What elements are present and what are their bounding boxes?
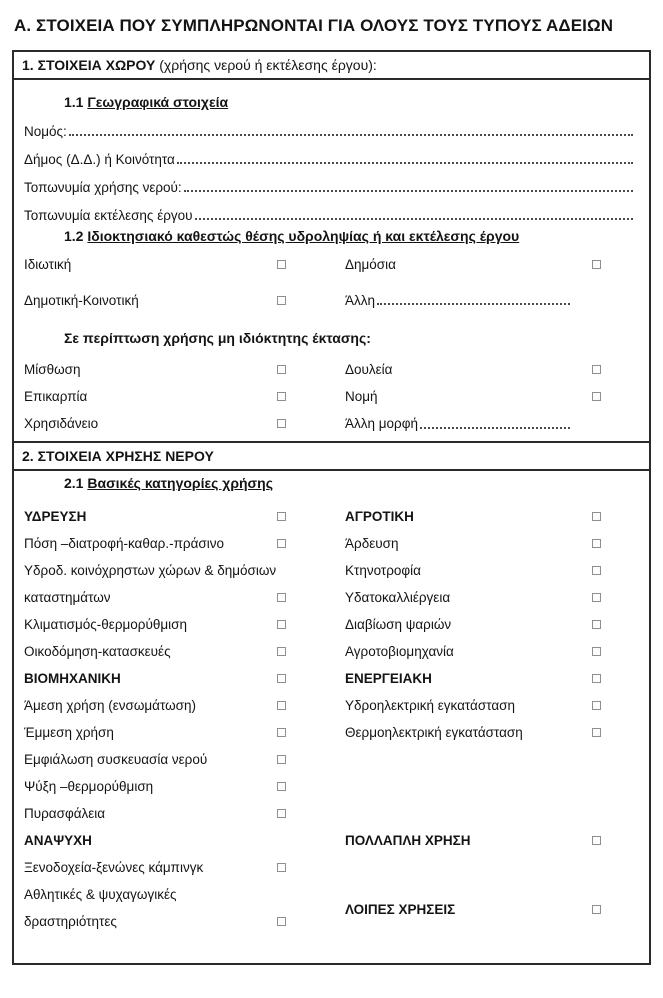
usage-row-posi-ardefsi xyxy=(24,530,639,557)
usage-row-emfialosi xyxy=(24,746,639,773)
drastiriotites-label: δραστηριότητες xyxy=(24,914,117,929)
katastimaton-label: καταστημάτων xyxy=(24,590,111,605)
toponymia-ergou-label: Τοπωνυμία εκτέλεσης έργου xyxy=(24,208,193,223)
checkbox-drastiriotites[interactable] xyxy=(277,917,286,926)
field-row-nomos xyxy=(24,112,639,140)
ydrod-koinoxriston-label: Υδροδ. κοινόχρηστων χώρων & δημόσιων xyxy=(24,563,277,578)
page-title: Α. ΣΤΟΙΧΕΙΑ ΠΟΥ ΣΥΜΠΛΗΡΩΝΟΝΤΑΙ ΓΙΑ ΟΛΟΥΣ ΤΟΥΣ ΤΥΠΟΥΣ ΑΔΕΙΩΝ xyxy=(14,16,614,35)
checkbox-amesi-xrisi[interactable] xyxy=(277,701,286,710)
checkbox-ardefsi[interactable] xyxy=(592,539,601,548)
alli-morfi-label: Άλλη μορφή xyxy=(345,416,418,431)
toponymia-xrisis-label: Τοπωνυμία χρήσης νερού: xyxy=(24,180,182,195)
section1-body xyxy=(14,92,649,441)
subsection-1-2-number: 1.2 xyxy=(64,228,84,244)
ownership-row xyxy=(24,282,639,318)
idiotiki-label: Ιδιωτική xyxy=(24,256,72,272)
checkbox-emfialosi[interactable] xyxy=(277,755,286,764)
checkbox-psyxi[interactable] xyxy=(277,782,286,791)
section1-header xyxy=(14,52,649,80)
dimos-input[interactable] xyxy=(177,152,633,164)
checkbox-dimotiki-koinotiki[interactable] xyxy=(277,296,286,305)
usage-row-ydrod-ktinotrofia xyxy=(24,557,639,584)
alli-label: Άλλη xyxy=(345,292,376,308)
ydroilektriki-label: Υδροηλεκτρική εγκατάσταση xyxy=(345,698,515,713)
toponymia-xrisis-input[interactable] xyxy=(184,180,633,192)
checkbox-xenodoxeia[interactable] xyxy=(277,863,286,872)
checkbox-pyrasfaleia[interactable] xyxy=(277,809,286,818)
amesi-xrisi-label: Άμεση χρήση (ενσωμάτωση) xyxy=(24,698,196,713)
energeiaki-label: ΕΝΕΡΓΕΙΑΚΗ xyxy=(345,671,432,686)
section1-header-number-title: 1. ΣΤΟΙΧΕΙΑ ΧΩΡΟΥ xyxy=(22,57,156,73)
oikodomisi-label: Οικοδόμηση-κατασκευές xyxy=(24,644,171,659)
psyxi-label: Ψύξη –θερμορύθμιση xyxy=(24,779,154,794)
checkbox-posi[interactable] xyxy=(277,539,286,548)
checkbox-ydroilektriki[interactable] xyxy=(592,701,601,710)
alli-input[interactable] xyxy=(377,293,570,305)
subsection-1-1-heading xyxy=(24,92,639,112)
usage-row-pyrasfaleia xyxy=(24,800,639,827)
usage-row-psyxi xyxy=(24,773,639,800)
agrotoviomixania-label: Αγροτοβιομηχανία xyxy=(345,644,454,659)
checkbox-pollapli-xrisi[interactable] xyxy=(592,836,601,845)
usage-row-klimatismos-diaviosi xyxy=(24,611,639,638)
usage-row-oikodomisi-agrotoviomixania xyxy=(24,638,639,665)
epikarpia-label: Επικαρπία xyxy=(24,389,88,404)
subsection-2-1-heading xyxy=(24,473,639,493)
checkbox-ktinotrofia[interactable] xyxy=(592,566,601,575)
nomos-label: Νομός: xyxy=(24,124,67,139)
nomos-input[interactable] xyxy=(69,124,633,136)
dimosia-label: Δημόσια xyxy=(345,256,396,272)
ownership-row xyxy=(24,246,639,282)
pollapli-xrisi-label: ΠΟΛΛΑΠΛΗ ΧΡΗΣΗ xyxy=(345,833,471,848)
subsection-1-1-number: 1.1 xyxy=(64,94,84,110)
emmesi-xrisi-label: Έμμεση χρήση xyxy=(24,725,114,740)
alli-morfi-input[interactable] xyxy=(420,417,570,429)
dimotiki-koinotiki-label: Δημοτική-Κοινοτική xyxy=(24,292,139,308)
checkbox-agrotoviomixania[interactable] xyxy=(592,647,601,656)
checkbox-ydrefsi[interactable] xyxy=(277,512,286,521)
usage-row-ydrefsi-agrotiki xyxy=(24,503,639,530)
subsection-1-2-title: Ιδιοκτησιακό καθεστώς θέσης υδροληψίας ή και εκτέλεσης έργου xyxy=(87,228,520,244)
dimos-label: Δήμος (Δ.Δ.) ή Κοινότητα xyxy=(24,152,175,167)
pyrasfaleia-label: Πυρασφάλεια xyxy=(24,806,106,821)
ktinotrofia-label: Κτηνοτροφία xyxy=(345,563,421,578)
checkbox-misthosi[interactable] xyxy=(277,365,286,374)
athlitikes-label: Αθλητικές & ψυχαγωγικές xyxy=(24,887,177,902)
checkbox-epikarpia[interactable] xyxy=(277,392,286,401)
emfialosi-label: Εμφιάλωση συσκευασία νερού xyxy=(24,752,208,767)
checkbox-diaviosi-psarion[interactable] xyxy=(592,620,601,629)
usage-row-amesi-ydroilektriki xyxy=(24,692,639,719)
douleia-label: Δουλεία xyxy=(345,362,393,377)
checkbox-thermoilektriki[interactable] xyxy=(592,728,601,737)
diaviosi-psarion-label: Διαβίωση ψαριών xyxy=(345,617,452,632)
usage-row-drastiriotites-loipes xyxy=(24,902,639,935)
viomixaniki-label: ΒΙΟΜΗΧΑΝΙΚΗ xyxy=(24,671,121,686)
section1-header-subtitle: (χρήσης νερού ή εκτέλεσης έργου): xyxy=(155,57,377,73)
subsection-2-1-number: 2.1 xyxy=(64,475,84,491)
loipes-xriseis-label: ΛΟΙΠΕΣ ΧΡΗΣΕΙΣ xyxy=(345,902,456,917)
checkbox-nomi[interactable] xyxy=(592,392,601,401)
ardefsi-label: Άρδευση xyxy=(345,536,399,551)
checkbox-energeiaki[interactable] xyxy=(592,674,601,683)
anapsyxi-label: ΑΝΑΨΥΧΗ xyxy=(24,833,92,848)
checkbox-xrisidaneio[interactable] xyxy=(277,419,286,428)
usage-row-xenodoxeia xyxy=(24,854,639,881)
ydatokalliergeia-label: Υδατοκαλλιέργεια xyxy=(345,590,451,605)
checkbox-oikodomisi[interactable] xyxy=(277,647,286,656)
field-row-toponymia-ergou xyxy=(24,196,639,224)
section2-body xyxy=(14,473,649,963)
checkbox-loipes-xriseis[interactable] xyxy=(592,905,601,914)
checkbox-dimosia[interactable] xyxy=(592,260,601,269)
usage-row-viomixaniki-energeiaki xyxy=(24,665,639,692)
tenure-row xyxy=(24,383,639,410)
checkbox-viomixaniki[interactable] xyxy=(277,674,286,683)
posi-label: Πόση –διατροφή-καθαρ.-πράσινο xyxy=(24,536,224,551)
toponymia-ergou-input[interactable] xyxy=(195,208,633,220)
tenure-rows xyxy=(24,356,639,437)
subsection-1-2-heading xyxy=(24,226,639,246)
xenodoxeia-label: Ξενοδοχεία-ξενώνες κάμπινγκ xyxy=(24,860,204,875)
misthosi-label: Μίσθωση xyxy=(24,362,81,377)
checkbox-ydatokalliergeia[interactable] xyxy=(592,593,601,602)
subsection-1-1-title: Γεωγραφικά στοιχεία xyxy=(87,94,229,110)
checkbox-idiotiki[interactable] xyxy=(277,260,286,269)
tenure-row xyxy=(24,356,639,383)
thermoilektriki-label: Θερμοηλεκτρική εγκατάσταση xyxy=(345,725,523,740)
checkbox-emmesi-xrisi[interactable] xyxy=(277,728,286,737)
usage-row-katastimaton-ydatokalliergeia xyxy=(24,584,639,611)
field-row-dimos xyxy=(24,140,639,168)
section2-header: 2. ΣΤΟΙΧΕΙΑ ΧΡΗΣΗΣ ΝΕΡΟΥ xyxy=(14,441,649,471)
checkbox-douleia[interactable] xyxy=(592,365,601,374)
subsection-2-1-title: Βασικές κατηγορίες χρήσης xyxy=(87,475,273,491)
xrisidaneio-label: Χρησιδάνειο xyxy=(24,416,99,431)
form-table xyxy=(12,50,651,965)
ydrefsi-label: ΥΔΡΕΥΣΗ xyxy=(24,509,87,524)
checkbox-klimatismos[interactable] xyxy=(277,620,286,629)
checkbox-agrotiki[interactable] xyxy=(592,512,601,521)
agrotiki-label: ΑΓΡΟΤΙΚΗ xyxy=(345,509,414,524)
usage-row-emmesi-thermoilektriki xyxy=(24,719,639,746)
non-owned-heading: Σε περίπτωση χρήσης μη ιδιόκτητης έκτασης: xyxy=(64,330,371,346)
usage-category-rows xyxy=(24,503,639,935)
field-row-toponymia-xrisis xyxy=(24,168,639,196)
usage-row-anapsyxi-pollapli xyxy=(24,827,639,854)
klimatismos-label: Κλιματισμός-θερμορύθμιση xyxy=(24,617,187,632)
nomi-label: Νομή xyxy=(345,389,378,404)
checkbox-katastimaton[interactable] xyxy=(277,593,286,602)
tenure-row xyxy=(24,410,639,437)
